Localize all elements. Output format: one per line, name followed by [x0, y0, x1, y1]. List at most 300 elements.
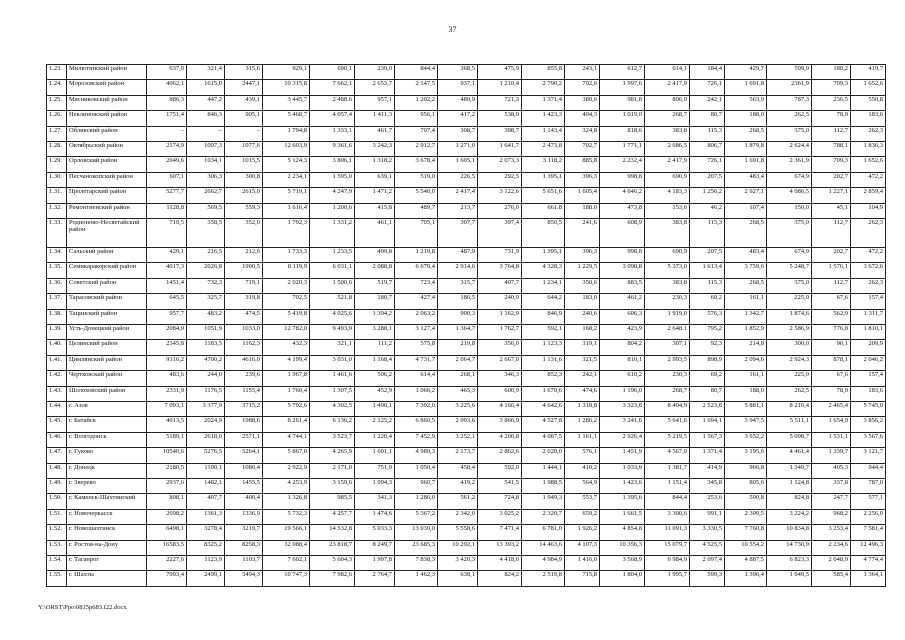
- value-cell: 1 411,3: [355, 111, 395, 126]
- value-cell: 3 759,6: [725, 263, 767, 278]
- value-cell: 2 417,9: [645, 157, 690, 172]
- table-row: [47, 340, 886, 355]
- value-cell: 7 838,3: [395, 556, 438, 571]
- value-cell: 13 393,2: [478, 540, 522, 555]
- row-index-cell: 1.50.: [47, 494, 67, 509]
- value-cell: 5 033,3: [355, 525, 395, 540]
- row-index-cell: 1.54.: [47, 556, 67, 571]
- value-cell: 5 373,0: [645, 263, 690, 278]
- row-index-cell: 1.30.: [47, 172, 67, 187]
- value-cell: 13 030,0: [395, 525, 438, 540]
- value-cell: 5 419,8: [263, 309, 310, 324]
- value-cell: 852,3: [522, 371, 565, 386]
- value-cell: 161,1: [725, 294, 767, 309]
- value-cell: 3 652,2: [725, 432, 767, 447]
- value-cell: 487,9: [438, 247, 478, 262]
- row-index-cell: 1.42.: [47, 371, 67, 386]
- value-cell: 2 859,4: [851, 188, 886, 203]
- table-row: [47, 556, 886, 571]
- value-cell: 4 887,5: [725, 556, 767, 571]
- value-cell: 184,4: [690, 65, 725, 80]
- row-name-cell: г. Гуково: [67, 448, 147, 463]
- table-row: [47, 432, 886, 447]
- table-row: [47, 463, 886, 478]
- value-cell: 1 395,1: [522, 247, 565, 262]
- value-cell: 1 202,2: [395, 95, 438, 110]
- value-cell: 483,6: [147, 371, 187, 386]
- value-cell: 4062,1: [147, 80, 187, 95]
- value-cell: 1482,1: [187, 479, 225, 494]
- row-index-cell: 1.26.: [47, 111, 67, 126]
- value-cell: 268,5: [725, 278, 767, 293]
- value-cell: 7 982,6: [310, 571, 355, 587]
- value-cell: 638,1: [438, 571, 478, 587]
- value-cell: 4700,2: [187, 355, 225, 370]
- value-cell: 600,9: [478, 386, 522, 401]
- value-cell: 1 605,1: [438, 157, 478, 172]
- value-cell: 1615,0: [187, 80, 225, 95]
- value-cell: 3 523,7: [310, 432, 355, 447]
- row-name-cell: г. Новочеркасск: [67, 509, 147, 524]
- value-cell: 1 196,0: [600, 386, 645, 401]
- value-cell: 4 257,7: [310, 509, 355, 524]
- value-cell: 1 694,1: [690, 417, 725, 432]
- value-cell: 2 046,2: [851, 355, 886, 370]
- table-row: [47, 80, 886, 95]
- value-cell: 307,7: [438, 219, 478, 248]
- value-cell: 968,2: [812, 509, 851, 524]
- value-cell: 8 210,4: [767, 402, 812, 417]
- value-cell: 23 818,7: [310, 540, 355, 555]
- value-cell: 1 050,4: [395, 463, 438, 478]
- value-cell: 2 125,2: [355, 417, 395, 432]
- value-cell: 3 567,6: [851, 432, 886, 447]
- value-cell: 690,9: [645, 172, 690, 187]
- value-cell: 480,9: [438, 95, 478, 110]
- value-cell: 1 256,2: [690, 188, 725, 203]
- value-cell: 2 519,8: [522, 571, 565, 587]
- row-index-cell: 1.43.: [47, 386, 67, 401]
- value-cell: 432,3: [263, 340, 310, 355]
- value-cell: 1097,3: [187, 142, 225, 157]
- row-name-cell: Чертковский район: [67, 371, 147, 386]
- value-cell: 2 309,5: [725, 509, 767, 524]
- value-cell: 3 568,9: [600, 556, 645, 571]
- value-cell: 1 531,1: [812, 432, 851, 447]
- value-cell: 981,8: [600, 95, 645, 110]
- value-cell: 4 253,9: [263, 479, 310, 494]
- value-cell: 2662,7: [187, 188, 225, 203]
- value-cell: 1 567,3: [690, 432, 725, 447]
- value-cell: 157,4: [851, 371, 886, 386]
- row-name-cell: г. Таганрог: [67, 556, 147, 571]
- data-table: [46, 64, 886, 587]
- value-cell: 10 315,8: [263, 80, 310, 95]
- value-cell: 5264,1: [225, 448, 263, 463]
- value-cell: 1 371,4: [690, 448, 725, 463]
- value-cell: 324,8: [565, 126, 600, 141]
- value-cell: 4 302,5: [310, 402, 355, 417]
- value-cell: 575,8: [395, 340, 438, 355]
- value-cell: 1103,7: [225, 556, 263, 571]
- value-cell: 8 249,7: [355, 540, 395, 555]
- data-table-container: [46, 64, 883, 587]
- value-cell: 1990,5: [225, 263, 263, 278]
- value-cell: 637,0: [147, 65, 187, 80]
- value-cell: 844,4: [395, 65, 438, 80]
- value-cell: 4 247,9: [310, 188, 355, 203]
- value-cell: 5 558,6: [438, 525, 478, 540]
- value-cell: 1 760,4: [263, 386, 310, 401]
- value-cell: 419,7: [851, 65, 886, 80]
- value-cell: 2 653,7: [355, 80, 395, 95]
- value-cell: 957,7: [147, 309, 187, 324]
- value-cell: 960,7: [395, 479, 438, 494]
- value-cell: 1 576,1: [812, 263, 851, 278]
- value-cell: 6 136,2: [310, 417, 355, 432]
- value-cell: 472,2: [851, 172, 886, 187]
- table-row: [47, 126, 886, 141]
- value-cell: 461,7: [355, 126, 395, 141]
- row-name-cell: Тарасовский район: [67, 294, 147, 309]
- value-cell: 710,5: [147, 219, 187, 248]
- value-cell: 1162,3: [225, 340, 263, 355]
- value-cell: 3 225,6: [438, 402, 478, 417]
- table-row: [47, 479, 886, 494]
- table-row: [47, 157, 886, 172]
- value-cell: 731,9: [478, 247, 522, 262]
- value-cell: 4 025,6: [310, 309, 355, 324]
- value-cell: 5 792,6: [263, 402, 310, 417]
- value-cell: 16583,5: [147, 540, 187, 555]
- value-cell: 726,1: [690, 80, 725, 95]
- value-cell: 415,8: [355, 203, 395, 218]
- value-cell: 414,9: [690, 463, 725, 478]
- value-cell: 10 292,1: [438, 540, 478, 555]
- value-cell: 900,3: [438, 309, 478, 324]
- value-cell: 690,9: [645, 247, 690, 262]
- value-cell: 45,1: [812, 203, 851, 218]
- value-cell: 1 423,6: [600, 479, 645, 494]
- value-cell: 3 330,5: [690, 525, 725, 540]
- value-cell: 383,8: [645, 278, 690, 293]
- value-cell: 10 554,2: [725, 540, 767, 555]
- value-cell: 1 339,7: [812, 448, 851, 463]
- value-cell: 599,3: [690, 571, 725, 587]
- value-cell: 607,1: [147, 172, 187, 187]
- value-cell: 1 331,2: [310, 219, 355, 248]
- value-cell: 707,4: [395, 126, 438, 141]
- value-cell: 1 601,1: [355, 448, 395, 463]
- value-cell: 6498,1: [147, 525, 187, 540]
- value-cell: 429,1: [147, 247, 187, 262]
- row-index-cell: 1.49.: [47, 479, 67, 494]
- value-cell: 3 300,6: [645, 509, 690, 524]
- value-cell: 3 241,6: [600, 417, 645, 432]
- value-cell: 243,1: [565, 65, 600, 80]
- row-index-cell: 1.52.: [47, 525, 67, 540]
- row-index-cell: 1.44.: [47, 402, 67, 417]
- value-cell: 506,2: [355, 371, 395, 386]
- row-index-cell: 1.23.: [47, 65, 67, 80]
- value-cell: 1 691,8: [725, 157, 767, 172]
- value-cell: 325,7: [187, 294, 225, 309]
- value-cell: 5 641,6: [645, 417, 690, 432]
- value-cell: 846,3: [187, 111, 225, 126]
- value-cell: 4 046,2: [600, 188, 645, 203]
- value-cell: 674,9: [767, 172, 812, 187]
- table-row: [47, 509, 886, 524]
- value-cell: 1336,9: [225, 509, 263, 524]
- value-cell: 561,2: [438, 494, 478, 509]
- value-cell: 397,4: [478, 219, 522, 248]
- value-cell: 1 462,3: [395, 571, 438, 587]
- value-cell: 407,7: [187, 494, 225, 509]
- value-cell: 3 420,3: [438, 556, 478, 571]
- value-cell: 1 613,4: [690, 263, 725, 278]
- table-row: [47, 263, 886, 278]
- value-cell: 1051,9: [187, 324, 225, 339]
- row-index-cell: 1.51.: [47, 509, 67, 524]
- value-cell: 1 661,5: [600, 509, 645, 524]
- value-cell: 465,3: [438, 386, 478, 401]
- value-cell: 1 652,6: [851, 157, 886, 172]
- row-name-cell: г. Батайск: [67, 417, 147, 432]
- value-cell: 1 490,1: [355, 402, 395, 417]
- value-cell: 78,9: [812, 111, 851, 126]
- value-cell: 461,2: [600, 294, 645, 309]
- value-cell: 563,9: [725, 95, 767, 110]
- table-row: [47, 294, 886, 309]
- value-cell: 614,4: [395, 371, 438, 386]
- value-cell: 419,2: [438, 479, 478, 494]
- value-cell: 659,2: [565, 509, 600, 524]
- footer-path: Y:\ORST\Ppo\0815p683.f22.docx: [38, 604, 127, 611]
- value-cell: 2 256,0: [851, 509, 886, 524]
- value-cell: 724,8: [478, 494, 522, 509]
- value-cell: 1 949,5: [767, 571, 812, 587]
- value-cell: 3715,2: [225, 402, 263, 417]
- value-cell: 719,1: [225, 278, 263, 293]
- value-cell: 10 356,3: [600, 540, 645, 555]
- value-cell: 1 804,0: [600, 571, 645, 587]
- value-cell: 2 924,3: [767, 355, 812, 370]
- value-cell: 1 949,3: [522, 494, 565, 509]
- value-cell: 5 867,0: [263, 448, 310, 463]
- value-cell: 346,3: [478, 371, 522, 386]
- value-cell: 7 392,0: [395, 402, 438, 417]
- row-index-cell: 1.53.: [47, 540, 67, 555]
- value-cell: 10 834,8: [767, 525, 812, 540]
- table-row: [47, 219, 886, 248]
- value-cell: 3 947,5: [725, 417, 767, 432]
- value-cell: 240,9: [478, 294, 522, 309]
- value-cell: 5 651,6: [522, 188, 565, 203]
- value-cell: 153,6: [645, 203, 690, 218]
- value-cell: 705,1: [395, 219, 438, 248]
- value-cell: 808,1: [147, 494, 187, 509]
- value-cell: 3 159,6: [310, 479, 355, 494]
- value-cell: 1 794,8: [263, 126, 310, 141]
- value-cell: 2174,9: [147, 142, 187, 157]
- value-cell: 1361,3: [187, 509, 225, 524]
- value-cell: 2 686,5: [645, 142, 690, 157]
- value-cell: 2345,8: [147, 340, 187, 355]
- value-cell: 639,1: [355, 172, 395, 187]
- value-cell: 253,6: [690, 494, 725, 509]
- value-cell: 721,3: [478, 95, 522, 110]
- value-cell: 645,5: [147, 294, 187, 309]
- value-cell: 690,1: [310, 65, 355, 80]
- value-cell: 2 914,6: [438, 263, 478, 278]
- value-cell: 1 019,0: [600, 111, 645, 126]
- table-row: [47, 402, 886, 417]
- value-cell: 6 781,0: [522, 525, 565, 540]
- value-cell: 1 326,8: [263, 494, 310, 509]
- value-cell: 46,2: [690, 203, 725, 218]
- value-cell: 5 881,1: [725, 402, 767, 417]
- value-cell: 188,0: [725, 386, 767, 401]
- value-cell: 2 473,8: [522, 142, 565, 157]
- table-row: [47, 172, 886, 187]
- value-cell: 1123,9: [187, 556, 225, 571]
- value-cell: 319,1: [565, 340, 600, 355]
- value-cell: 576,1: [565, 448, 600, 463]
- value-cell: 219,8: [438, 340, 478, 355]
- value-cell: 6 860,5: [395, 417, 438, 432]
- value-cell: 375,0: [767, 278, 812, 293]
- value-cell: 4 328,3: [522, 263, 565, 278]
- value-cell: 188.0: [565, 203, 600, 218]
- value-cell: 2 361,9: [767, 157, 812, 172]
- value-cell: 610,2: [600, 371, 645, 386]
- value-cell: 2698,2: [147, 509, 187, 524]
- value-cell: 644,2: [522, 294, 565, 309]
- value-cell: 608,9: [600, 219, 645, 248]
- value-cell: 2 048,9: [812, 556, 851, 571]
- value-cell: 67,6: [812, 371, 851, 386]
- value-cell: 2 417,4: [438, 188, 478, 203]
- value-cell: 1 364,1: [851, 571, 886, 587]
- value-cell: 2 922,9: [263, 463, 310, 478]
- value-cell: 483,4: [725, 247, 767, 262]
- table-row: [47, 540, 886, 555]
- value-cell: 14 532,8: [310, 525, 355, 540]
- value-cell: 1 771,1: [600, 142, 645, 157]
- row-name-cell: Морозовский район: [67, 80, 147, 95]
- row-index-cell: 1.35.: [47, 263, 67, 278]
- value-cell: 8325,2: [187, 540, 225, 555]
- value-cell: 2 234,1: [263, 172, 310, 187]
- value-cell: 4 199,4: [263, 355, 310, 370]
- value-cell: 1 605,4: [565, 188, 600, 203]
- value-cell: 1 395,1: [522, 172, 565, 187]
- value-cell: 202,7: [812, 247, 851, 262]
- row-name-cell: Мясниковский район: [67, 95, 147, 110]
- value-cell: 751,9: [355, 463, 395, 478]
- value-cell: 4 774,4: [851, 556, 886, 571]
- row-name-cell: Милютинский район: [67, 65, 147, 80]
- value-cell: 878,1: [812, 355, 851, 370]
- value-cell: 2 764,7: [355, 571, 395, 587]
- value-cell: 216,5: [187, 247, 225, 262]
- value-cell: 2 993,6: [438, 417, 478, 432]
- row-index-cell: 1.34.: [47, 247, 67, 262]
- row-index-cell: 1.38.: [47, 309, 67, 324]
- value-cell: 230,3: [645, 294, 690, 309]
- value-cell: 9 361,6: [310, 142, 355, 157]
- row-name-cell: г. Новошахтинск: [67, 525, 147, 540]
- value-cell: 2 912,7: [395, 142, 438, 157]
- value-cell: 352,0: [225, 219, 263, 248]
- value-cell: 824,2: [478, 571, 522, 587]
- value-cell: 115,3: [690, 278, 725, 293]
- row-index-cell: 1.24.: [47, 80, 67, 95]
- value-cell: 709,3: [812, 157, 851, 172]
- value-cell: 483,2: [187, 309, 225, 324]
- value-cell: 1 210,4: [478, 80, 522, 95]
- value-cell: 268,1: [438, 371, 478, 386]
- value-cell: 1455,5: [225, 479, 263, 494]
- value-cell: 2026,8: [187, 263, 225, 278]
- value-cell: 998,8: [600, 172, 645, 187]
- value-cell: 1 162,9: [478, 309, 522, 324]
- value-cell: 998,8: [600, 247, 645, 262]
- value-cell: 276,0: [478, 203, 522, 218]
- value-cell: 2 147,5: [395, 80, 438, 95]
- value-cell: 4017,3: [147, 263, 187, 278]
- value-cell: 9316,2: [147, 355, 187, 370]
- value-cell: 4 642,6: [522, 402, 565, 417]
- row-index-cell: 1.32.: [47, 203, 67, 218]
- value-cell: 19 566,1: [263, 525, 310, 540]
- value-cell: 202,7: [812, 172, 851, 187]
- table-row: [47, 324, 886, 339]
- value-cell: 1128,8: [147, 203, 187, 218]
- value-cell: 7 662,1: [310, 80, 355, 95]
- value-cell: 788,1: [812, 142, 851, 157]
- value-cell: 2937,6: [147, 479, 187, 494]
- value-cell: 709,3: [812, 80, 851, 95]
- value-cell: 991,1: [690, 509, 725, 524]
- value-cell: 776,8: [812, 324, 851, 339]
- value-cell: 2 790,2: [522, 80, 565, 95]
- value-cell: 2 063,2: [395, 309, 438, 324]
- value-cell: 10540,6: [147, 448, 187, 463]
- value-cell: 417,2: [438, 111, 478, 126]
- value-cell: 4 200,8: [478, 432, 522, 447]
- value-cell: 461,1: [355, 219, 395, 248]
- value-cell: 1 792,3: [263, 219, 310, 248]
- value-cell: 5494,3: [225, 571, 263, 587]
- value-cell: 3 252,1: [438, 432, 478, 447]
- table-row: [47, 309, 886, 324]
- value-cell: 358,5: [187, 219, 225, 248]
- value-cell: 3 031,0: [310, 355, 355, 370]
- value-cell: 474,5: [225, 309, 263, 324]
- value-cell: 702,5: [263, 294, 310, 309]
- value-cell: 3 377,9: [187, 402, 225, 417]
- table-row: [47, 65, 886, 80]
- table-row: [47, 95, 886, 110]
- value-cell: 2 173,7: [438, 448, 478, 463]
- value-cell: 1077,6: [225, 142, 263, 157]
- row-index-cell: 1.55.: [47, 571, 67, 587]
- value-cell: 4 984,9: [522, 556, 565, 571]
- value-cell: 559,3: [225, 203, 263, 218]
- value-cell: 8258,3: [225, 540, 263, 555]
- table-row: [47, 111, 886, 126]
